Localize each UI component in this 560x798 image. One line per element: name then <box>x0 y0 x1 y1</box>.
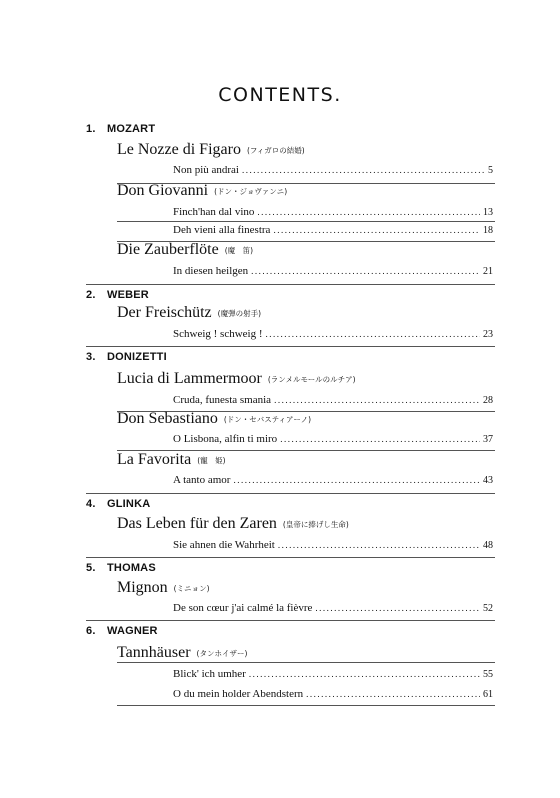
aria-entry[interactable] <box>173 668 493 680</box>
composer-heading <box>86 351 167 363</box>
aria-entry[interactable] <box>173 688 493 700</box>
opera-title-text: Le Nozze di Figaro <box>117 141 241 158</box>
section-number: 2. <box>86 289 96 301</box>
opera-title <box>117 579 210 597</box>
opera-japanese-title: (タンホイザー) <box>196 649 248 658</box>
aria-name: Deh vieni alla finestra <box>173 224 271 236</box>
leader-dots <box>257 207 480 217</box>
opera-japanese-title: (ドン・ジョヴァンニ) <box>214 187 288 196</box>
opera-japanese-title: (皇帝に捧げし生命) <box>282 520 349 529</box>
page-number: 61 <box>483 689 493 700</box>
composer-name: GLINKA <box>107 498 151 510</box>
composer-heading <box>86 123 155 135</box>
opera-japanese-title: (ランメルモールのルチア) <box>267 375 356 384</box>
page-number: 43 <box>483 475 493 486</box>
section-divider <box>86 620 495 621</box>
opera-japanese-title: (寵 姫) <box>197 456 226 465</box>
leader-dots <box>315 603 480 613</box>
opera-title <box>117 141 305 159</box>
opera-title-text: La Favorita <box>117 451 192 468</box>
opera-title-text: Das Leben für den Zaren <box>117 515 277 532</box>
opera-japanese-title: (魔弾の射手) <box>217 309 261 318</box>
section-number: 6. <box>86 625 96 637</box>
aria-entry[interactable] <box>173 602 493 614</box>
leader-dots <box>274 395 480 405</box>
aria-name: Finch'han dal vino <box>173 206 255 218</box>
aria-entry[interactable] <box>173 394 493 406</box>
opera-title-text: Don Sebastiano <box>117 410 218 427</box>
leader-dots <box>273 225 480 235</box>
leader-dots <box>242 165 485 175</box>
aria-entry[interactable] <box>173 265 493 277</box>
divider <box>117 705 495 706</box>
composer-name: WAGNER <box>107 625 158 637</box>
aria-name: Schweig ! schweig ! <box>173 328 263 340</box>
aria-name: Blick' ich umher <box>173 668 246 680</box>
section-number: 3. <box>86 351 96 363</box>
leader-dots <box>249 669 480 679</box>
composer-name: THOMAS <box>107 562 156 574</box>
page-number: 13 <box>483 207 493 218</box>
opera-title-text: Der Freischütz <box>117 304 212 321</box>
leader-dots <box>266 329 480 339</box>
aria-name: O Lisbona, alfin ti miro <box>173 433 278 445</box>
aria-name: De son cœur j'ai calmé la fièvre <box>173 602 313 614</box>
section-divider <box>86 557 495 558</box>
page-title: CONTENTS. <box>218 84 342 106</box>
opera-title <box>117 644 247 662</box>
opera-japanese-title: (ミニョン) <box>173 584 210 593</box>
composer-name: MOZART <box>107 123 156 135</box>
opera-title <box>117 515 349 533</box>
composer-heading <box>86 562 156 574</box>
divider <box>117 221 495 222</box>
section-divider <box>86 493 495 494</box>
opera-title <box>117 410 311 428</box>
aria-name: O du mein holder Abendstern <box>173 688 304 700</box>
opera-title-text: Mignon <box>117 579 168 596</box>
opera-title <box>117 182 287 200</box>
opera-title <box>117 304 261 322</box>
page-number: 55 <box>483 669 493 680</box>
section-number: 1. <box>86 123 96 135</box>
section-number: 4. <box>86 498 96 510</box>
opera-japanese-title: (フィガロの結婚) <box>246 146 305 155</box>
leader-dots <box>280 434 480 444</box>
opera-title-text: Don Giovanni <box>117 182 209 199</box>
page-number: 37 <box>483 434 493 445</box>
page-number: 21 <box>483 266 493 277</box>
section-divider <box>86 284 495 285</box>
section-divider <box>86 346 495 347</box>
aria-entry[interactable] <box>173 206 493 218</box>
leader-dots <box>278 540 480 550</box>
page-number: 52 <box>483 603 493 614</box>
aria-entry[interactable] <box>173 539 493 551</box>
composer-heading <box>86 625 158 637</box>
aria-name: Cruda, funesta smania <box>173 394 272 406</box>
aria-entry[interactable] <box>173 328 493 340</box>
page-number: 48 <box>483 540 493 551</box>
aria-name: A tanto amor <box>173 474 231 486</box>
aria-name: In diesen heilgen <box>173 265 249 277</box>
aria-entry[interactable] <box>173 474 493 486</box>
aria-name: Sie ahnen die Wahrheit <box>173 539 275 551</box>
opera-title-text: Die Zauberflöte <box>117 241 219 258</box>
leader-dots <box>251 266 480 276</box>
aria-name: Non più andrai <box>173 164 239 176</box>
composer-heading <box>86 498 150 510</box>
page-number: 5 <box>488 165 493 176</box>
opera-title-text: Tannhäuser <box>117 644 191 661</box>
page-number: 18 <box>483 225 493 236</box>
section-number: 5. <box>86 562 96 574</box>
page-number: 23 <box>483 329 493 340</box>
opera-title-text: Lucia di Lammermoor <box>117 370 262 387</box>
aria-entry[interactable] <box>173 164 493 176</box>
aria-entry[interactable] <box>173 224 493 236</box>
leader-dots <box>306 689 480 699</box>
divider <box>117 662 495 663</box>
leader-dots <box>233 475 480 485</box>
aria-entry[interactable] <box>173 433 493 445</box>
page-number: 28 <box>483 395 493 406</box>
composer-name: WEBER <box>107 289 149 301</box>
composer-heading <box>86 289 149 301</box>
opera-japanese-title: (ドン・セバスティアーノ) <box>223 415 312 424</box>
opera-title <box>117 241 253 259</box>
opera-japanese-title: (魔 笛) <box>224 246 254 255</box>
opera-title <box>117 370 356 388</box>
composer-name: DONIZETTI <box>107 351 167 363</box>
opera-title <box>117 451 226 469</box>
